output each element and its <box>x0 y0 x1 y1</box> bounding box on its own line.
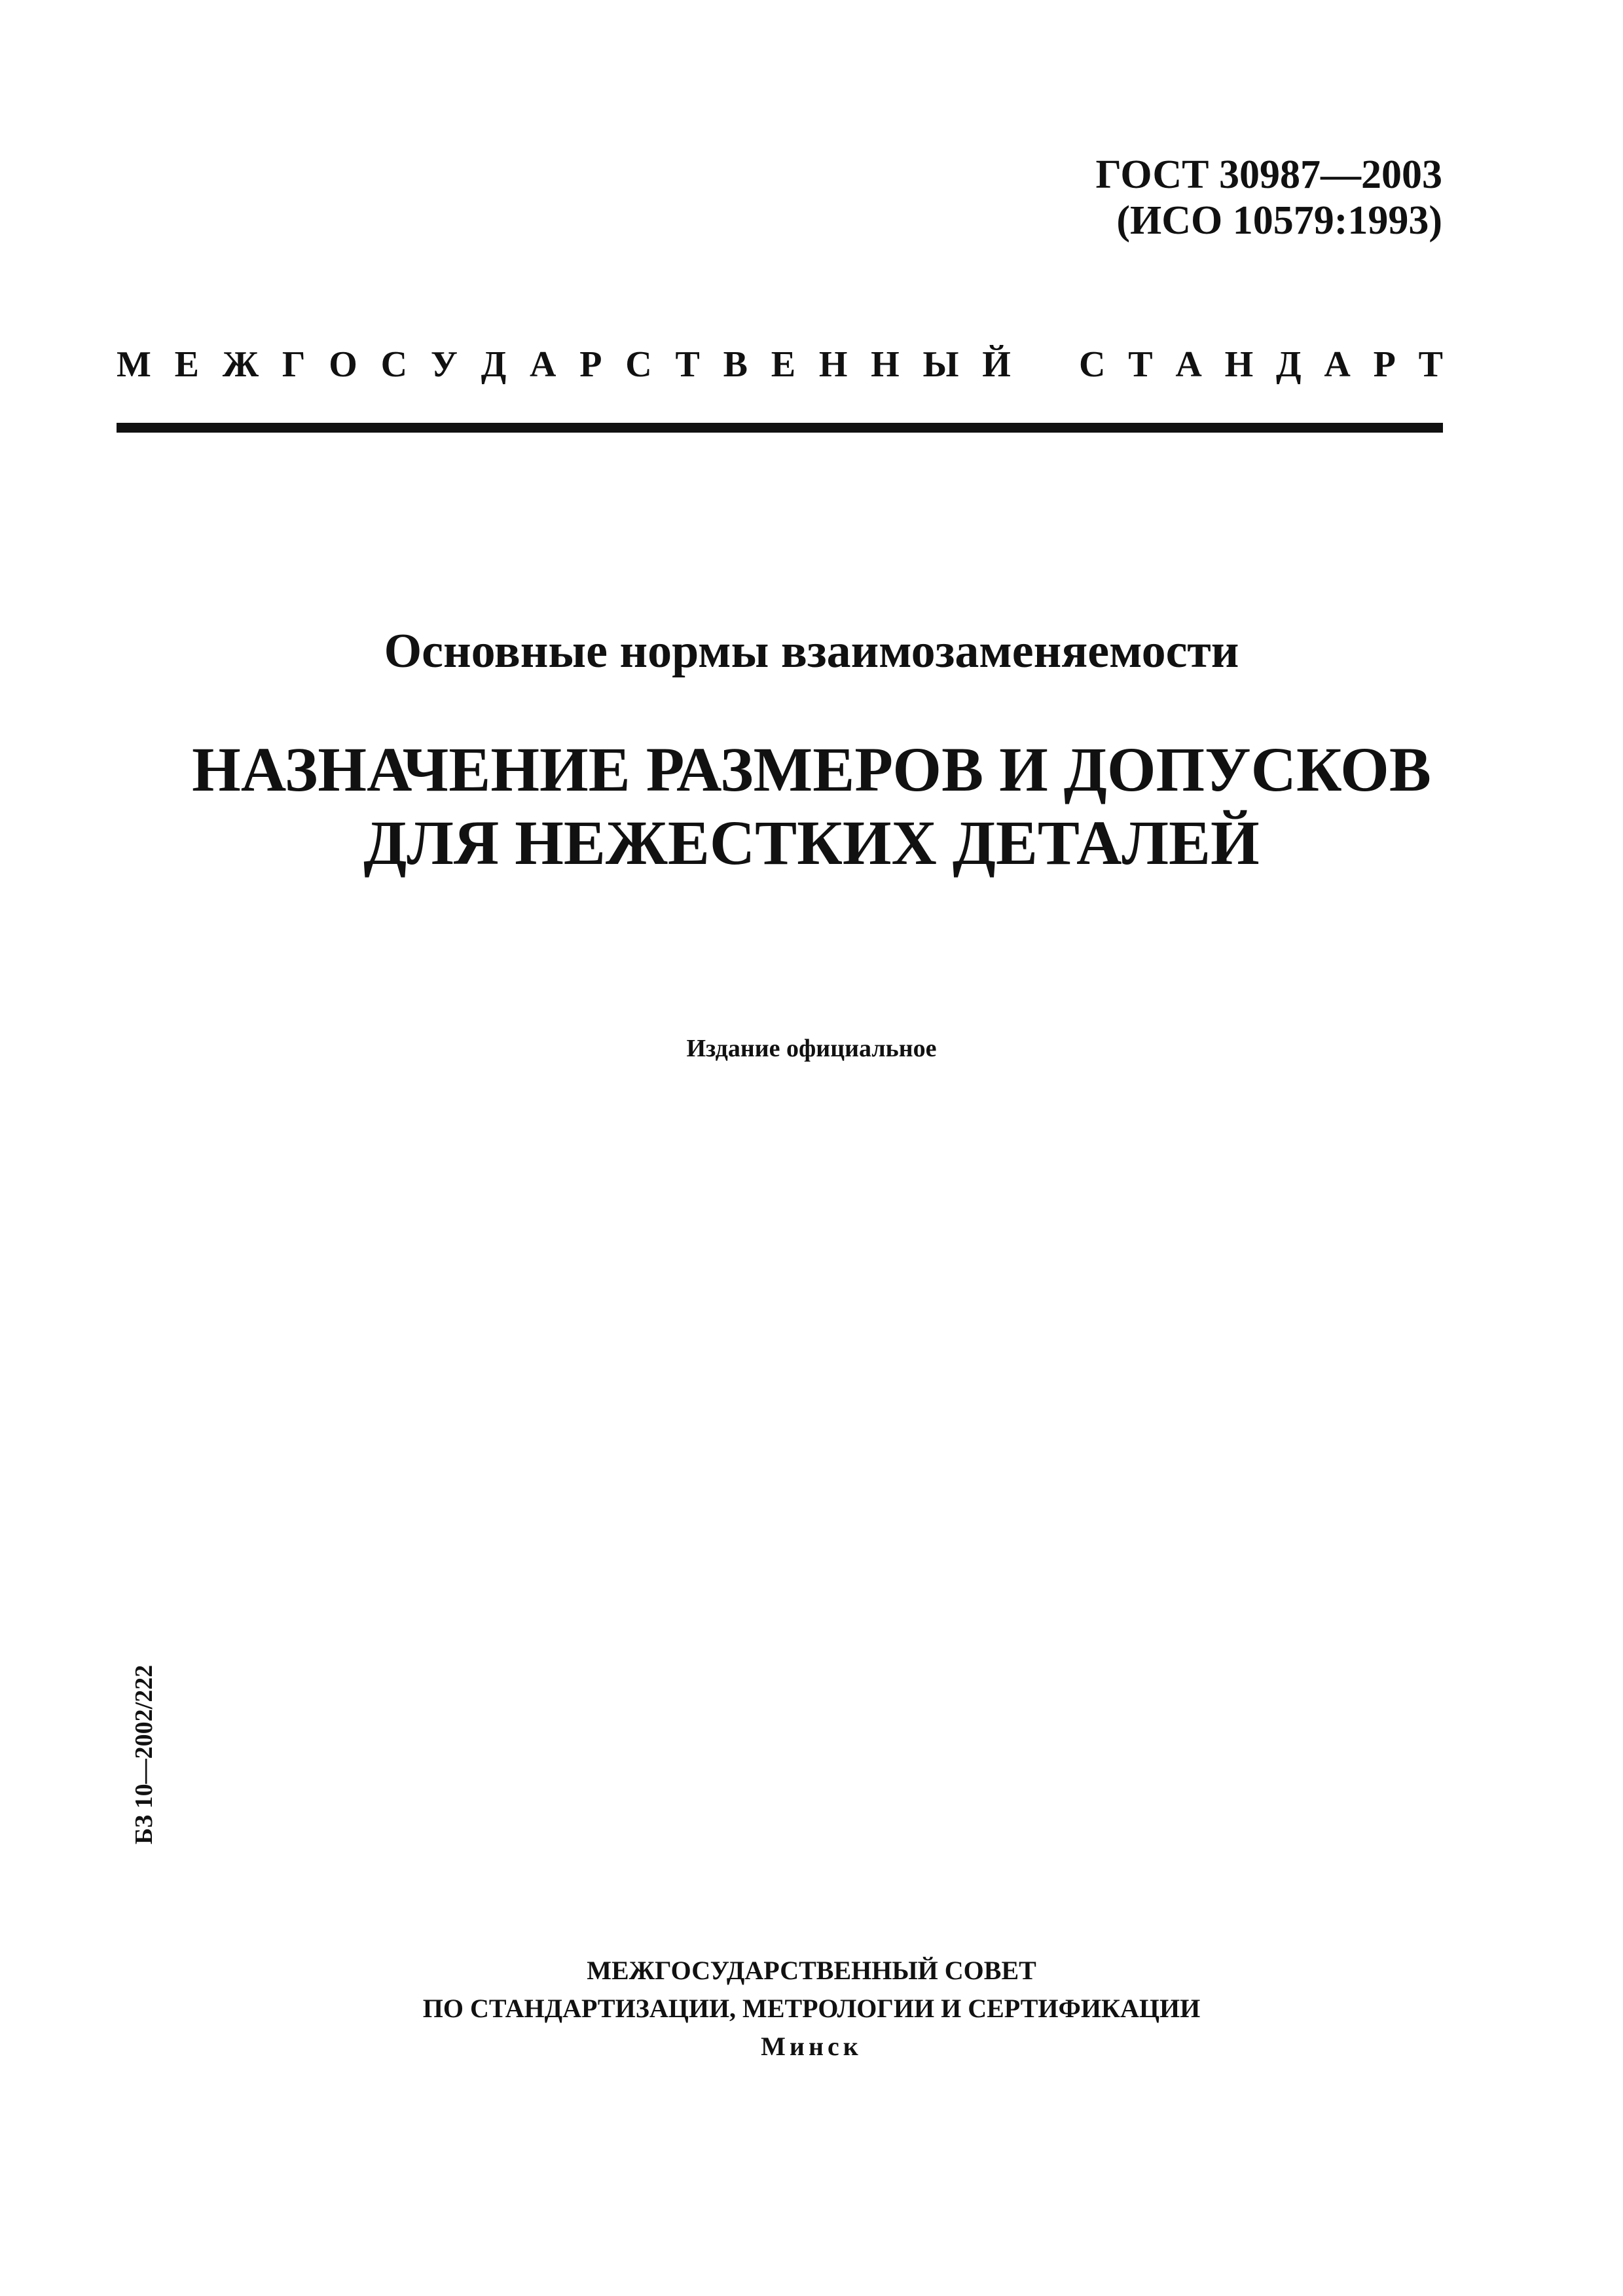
banner-letter: Ж <box>222 344 259 385</box>
banner-letter: У <box>430 344 458 385</box>
banner-letter: С <box>380 344 408 385</box>
side-code-text: БЗ 10—2002/222 <box>130 1664 158 1844</box>
banner-letter: Н <box>1224 344 1254 385</box>
interstate-standard-banner <box>117 342 1443 387</box>
document-title <box>0 733 1623 880</box>
banner-letter: Т <box>1418 344 1443 385</box>
banner-letter: В <box>723 344 748 385</box>
banner-letter: С <box>1079 344 1106 385</box>
banner-letter: О <box>329 344 357 385</box>
publisher-block <box>0 1952 1623 2066</box>
banner-word-standard <box>1079 342 1443 387</box>
publisher-line-1: МЕЖГОСУДАРСТВЕННЫЙ СОВЕТ <box>587 1956 1036 1985</box>
banner-letter: А <box>1175 344 1202 385</box>
banner-letter: А <box>530 344 556 385</box>
banner-letter: Т <box>675 344 700 385</box>
banner-letter: Т <box>1128 344 1153 385</box>
side-code <box>130 1664 158 1871</box>
edition-note: Издание официальное <box>686 1035 937 1062</box>
banner-letter: Д <box>1276 344 1302 385</box>
banner-letter: Е <box>174 344 199 385</box>
banner-letter: Й <box>982 344 1011 385</box>
banner-letter: А <box>1324 344 1351 385</box>
banner-letter: Г <box>282 344 306 385</box>
banner-letter: Н <box>818 344 848 385</box>
banner-letter: Р <box>579 344 602 385</box>
publisher-city: Минск <box>761 2032 862 2061</box>
publisher-line-2: ПО СТАНДАРТИЗАЦИИ, МЕТРОЛОГИИ И СЕРТИФИКАЦИИ <box>422 1994 1201 2023</box>
standard-designation <box>1095 152 1442 243</box>
banner-letter: Е <box>771 344 796 385</box>
banner-letter: Н <box>871 344 900 385</box>
header-rule <box>117 423 1443 433</box>
document-subtitle: Основные нормы взаимозаменяемости <box>384 624 1239 678</box>
banner-word-interstate <box>117 342 1011 387</box>
standard-number: ГОСТ 30987—2003 <box>1095 152 1442 197</box>
banner-letter: Р <box>1373 344 1396 385</box>
banner-letter: Ы <box>922 344 959 385</box>
banner-letter: М <box>117 344 151 385</box>
iso-reference: (ИСО 10579:1993) <box>1116 198 1442 243</box>
banner-letter: С <box>625 344 652 385</box>
title-line-2: ДЛЯ НЕЖЕСТКИХ ДЕТАЛЕЙ <box>363 808 1260 878</box>
title-line-1: НАЗНАЧЕНИЕ РАЗМЕРОВ И ДОПУСКОВ <box>192 734 1431 804</box>
banner-letter: Д <box>481 344 507 385</box>
